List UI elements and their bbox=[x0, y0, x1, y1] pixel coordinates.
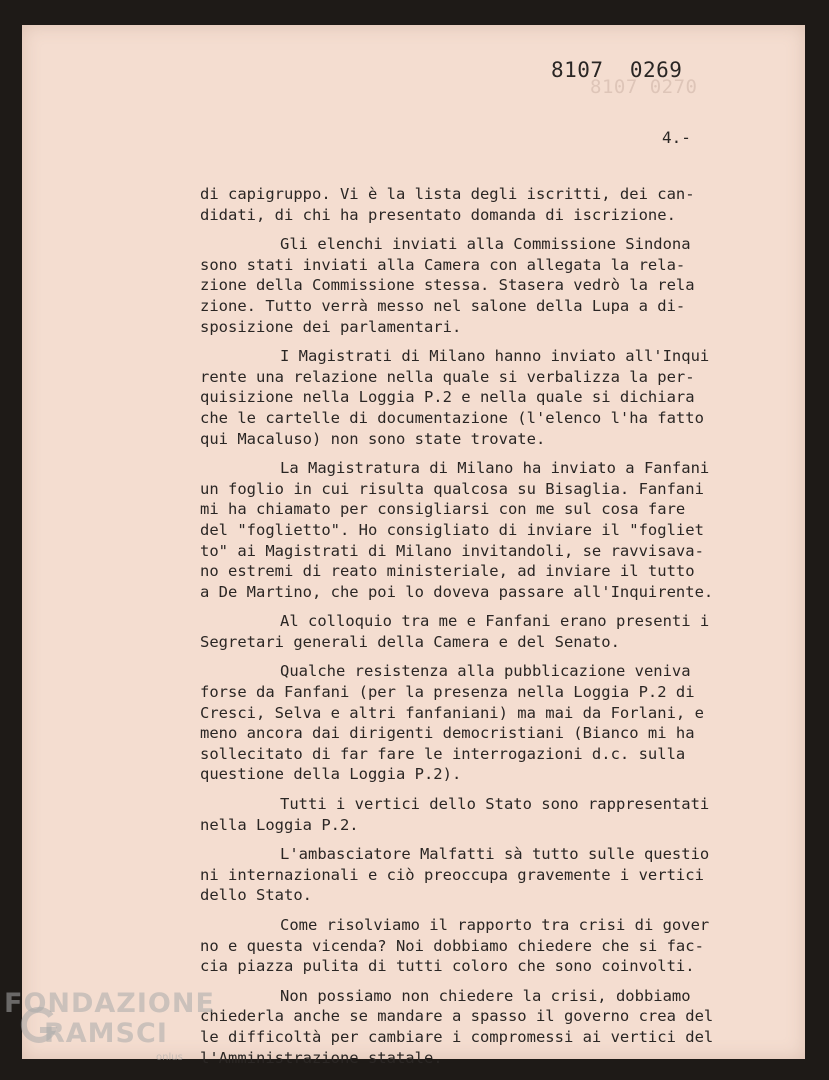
logo-line-1: FONDAZIONE bbox=[4, 988, 215, 1019]
text-line: questione della Loggia P.2). bbox=[200, 765, 462, 784]
text-line: quisizione nella Loggia P.2 e nella quale si dichiara bbox=[200, 388, 695, 407]
paragraph bbox=[200, 234, 760, 337]
logo-line-2: RAMSCI bbox=[44, 1018, 168, 1049]
text-line: didati, di chi ha presentato domanda di iscrizione. bbox=[200, 205, 676, 224]
text-line: ni internazionali e ciò preoccupa gravemente i vertici bbox=[200, 865, 704, 884]
text-line: Tutti i vertici dello Stato sono rappresentati bbox=[280, 795, 710, 814]
text-line: forse da Fanfani (per la presenza nella Loggia P.2 di bbox=[200, 683, 695, 702]
paragraph bbox=[200, 458, 760, 602]
text-line: di capigruppo. Vi è la lista degli iscritti, dei can- bbox=[200, 185, 695, 203]
text-line: che le cartelle di documentazione (l'elenco l'ha fatto bbox=[200, 408, 704, 427]
text-line: sollecitato di far fare le interrogazioni d.c. sulla bbox=[200, 744, 686, 763]
text-line: I Magistrati di Milano hanno inviato all'Inqui bbox=[280, 347, 710, 366]
show-through-number: 8107 0270 bbox=[590, 76, 698, 98]
text-line: del "foglietto". Ho consigliato di inviare il "fogliet bbox=[200, 520, 704, 539]
text-line: meno ancora dai dirigenti democristiani (Bianco mi ha bbox=[200, 724, 695, 743]
text-line: Al colloquio tra me e Fanfani erano presenti i bbox=[280, 612, 710, 631]
paragraph bbox=[200, 184, 760, 225]
paragraph bbox=[200, 844, 760, 906]
logo-onlus: onlus bbox=[156, 1052, 183, 1063]
typed-body-text bbox=[200, 184, 760, 1077]
text-line: Gli elenchi inviati alla Commissione Sindona bbox=[280, 235, 691, 254]
paragraph bbox=[200, 915, 760, 977]
text-line: l'Amministrazione statale. bbox=[200, 1048, 443, 1067]
document-number-left: 8107 bbox=[551, 58, 604, 82]
text-line: sposizione dei parlamentari. bbox=[200, 317, 462, 336]
text-line: mi ha chiamato per consigliarsi con me sul cosa fare bbox=[200, 500, 686, 519]
text-line: chiederla anche se mandare a spasso il governo crea del bbox=[200, 1007, 714, 1026]
document-number-right: 0269 bbox=[629, 58, 683, 82]
paragraph bbox=[200, 986, 760, 1068]
text-line: cia piazza pulita di tutti coloro che sono coinvolti. bbox=[200, 957, 695, 976]
text-line: La Magistratura di Milano ha inviato a Fanfani bbox=[280, 459, 710, 478]
text-line: zione della Commissione stessa. Stasera vedrò la rela bbox=[200, 276, 695, 295]
text-line: zione. Tutto verrà messo nel salone della Lupa a di- bbox=[200, 296, 686, 315]
paragraph bbox=[200, 661, 760, 785]
text-line: L'ambasciatore Malfatti sà tutto sulle questio bbox=[280, 845, 710, 864]
text-line: sono stati inviati alla Camera con allegata la rela- bbox=[200, 255, 686, 274]
text-line: un foglio in cui risulta qualcosa su Bisaglia. Fanfani bbox=[200, 479, 704, 498]
text-line: a De Martino, che poi lo doveva passare all'Inquirente. bbox=[200, 582, 714, 601]
text-line: Qualche resistenza alla pubblicazione veniva bbox=[280, 662, 691, 681]
text-line: dello Stato. bbox=[200, 886, 312, 905]
text-line: le difficoltà per cambiare i compromessi ai vertici del bbox=[200, 1027, 714, 1046]
paragraph bbox=[200, 794, 760, 835]
text-line: no e questa vicenda? Noi dobbiamo chiedere che si fac- bbox=[200, 936, 704, 955]
text-line: nella Loggia P.2. bbox=[200, 815, 359, 834]
text-line: Non possiamo non chiedere la crisi, dobbiamo bbox=[280, 986, 691, 1005]
text-line: qui Macaluso) non sono state trovate. bbox=[200, 429, 546, 448]
text-line: Cresci, Selva e altri fanfaniani) ma mai da Forlani, e bbox=[200, 703, 704, 722]
text-line: Segretari generali della Camera e del Senato. bbox=[200, 632, 620, 651]
text-line: Come risolviamo il rapporto tra crisi di gover bbox=[280, 916, 710, 934]
text-line: to" ai Magistrati di Milano invitandoli, se ravvisava- bbox=[200, 541, 704, 560]
paragraph bbox=[200, 611, 760, 652]
text-line: rente una relazione nella quale si verbalizza la per- bbox=[200, 367, 695, 386]
paragraph bbox=[200, 346, 760, 449]
text-line: no estremi di reato ministeriale, ad inviare il tutto bbox=[200, 562, 695, 581]
page-number: 4.- bbox=[662, 128, 691, 147]
